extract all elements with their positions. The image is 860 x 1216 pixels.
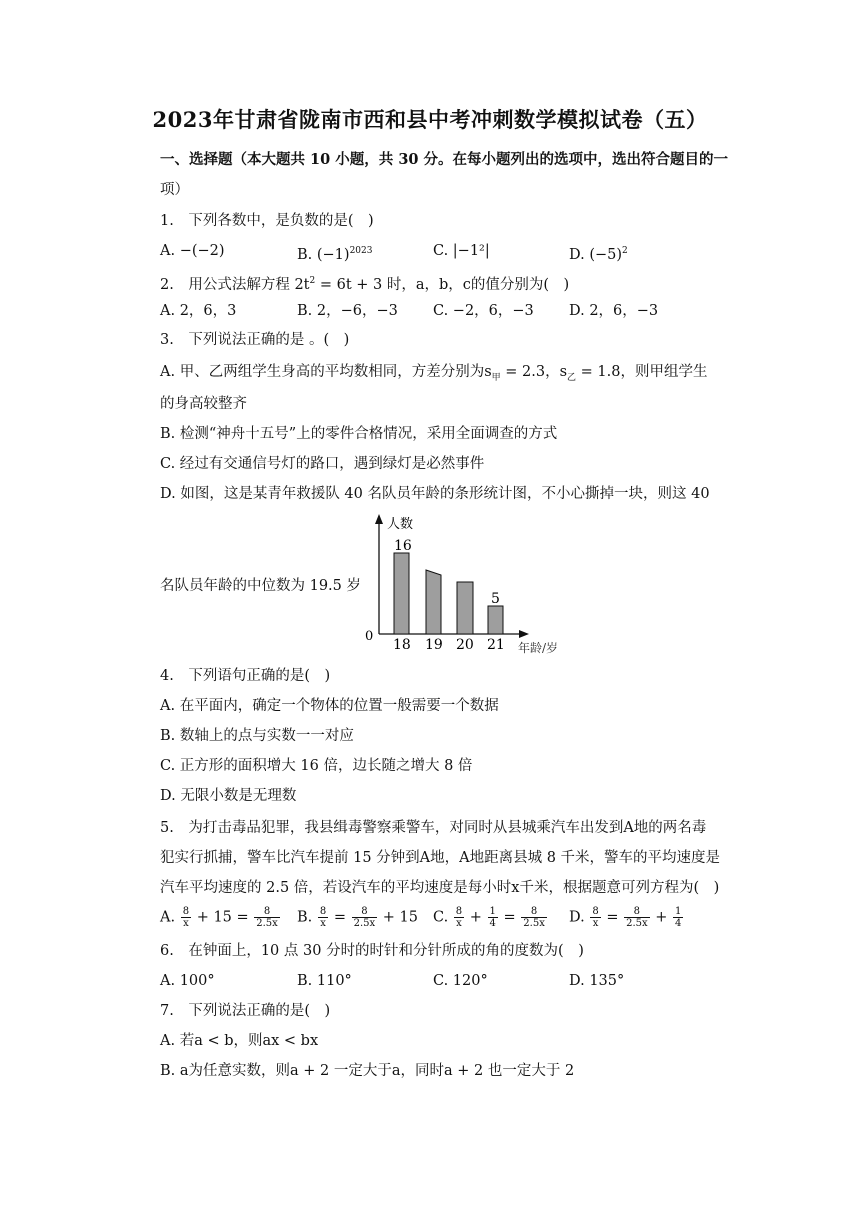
question-4-stem: 4. 下列语句正确的是( ) [160, 668, 331, 684]
page-title: 2023年甘肃省陇南市西和县中考冲刺数学模拟试卷（五） [152, 107, 708, 132]
tick-label-20: 20 [456, 637, 474, 653]
tick-label-21: 21 [487, 637, 505, 653]
q4-option-a: A. 在平面内，确定一个物体的位置一般需要一个数据 [160, 698, 499, 714]
bar-19-torn [426, 570, 441, 634]
question-3-stem: 3. 下列说法正确的是 。( ) [160, 332, 350, 348]
q2-option-c: C. −2，6，−3 [433, 303, 534, 319]
section-heading-line1: 一、选择题（本大题共 10 小题，共 30 分。在每小题列出的选项中，选出符合题目的一 [160, 151, 729, 168]
q5-option-b: B. $\frac{8}{x}$ = $\frac{8}{2.5x}$ + 15 [297, 906, 418, 929]
age-bar-chart [355, 512, 595, 657]
q3-option-a-line2: 的身高较整齐 [160, 396, 247, 412]
y-axis-arrow [375, 514, 383, 524]
bar-21 [488, 606, 503, 634]
q3-option-d-line1: D. 如图，这是某青年救援队 40 名队员年龄的条形统计图，不小心撕掉一块，则这 40 [160, 486, 710, 502]
y-axis-label: 人数 [387, 517, 414, 532]
q3-option-b: B. 检测“神舟十五号”上的零件合格情况，采用全面调查的方式 [160, 426, 558, 442]
q4-option-b: B. 数轴上的点与实数一一对应 [160, 728, 354, 744]
question-7-stem: 7. 下列说法正确的是( ) [160, 1003, 331, 1019]
q7-option-a: A. 若a < b，则ax < bx [160, 1033, 319, 1049]
q1-option-d: D. $(-5)^2$ [569, 246, 628, 263]
bar-18 [394, 553, 409, 634]
section-heading-line2: 项） [160, 182, 189, 198]
q5-option-d: D. $\frac{8}{x}$ = $\frac{8}{2.5x}$ + $\frac{1}{4}$ [569, 906, 682, 929]
q4-option-c: C. 正方形的面积增大 16 倍，边长随之增大 8 倍 [160, 758, 473, 774]
q4-option-d: D. 无限小数是无理数 [160, 788, 297, 804]
q3-option-a-line1: A. 甲、乙两组学生身高的平均数相同，方差分别为$s_甲 = 2.3$，$s_乙 = 1.8$，则甲组学生 [160, 364, 708, 383]
tick-label-19: 19 [425, 637, 443, 653]
q6-option-a: A. 100° [160, 973, 215, 989]
q1-option-a: A. −(−2) [160, 243, 225, 259]
q3-option-c: C. 经过有交通信号灯的路口，遇到绿灯是必然事件 [160, 456, 485, 472]
q6-option-d: D. 135° [569, 973, 625, 989]
bar-20-torn [457, 582, 473, 634]
q3-option-d-line2: 名队员年龄的中位数为 19.5 岁 [160, 578, 362, 594]
question-5-line1: 5. 为打击毒品犯罪，我县缉毒警察乘警车，对同时从县城乘汽车出发到A地的两名毒 [160, 820, 707, 836]
q1-option-b: B. $(-1)^{2023}$ [297, 246, 373, 263]
q7-option-b: B. a为任意实数，则a + 2 一定大于a，同时a + 2 也一定大于 2 [160, 1063, 575, 1079]
question-5-line2: 犯实行抓捕，警车比汽车提前 15 分钟到A地，A地距离县城 8 千米，警车的平均速度是 [160, 850, 721, 866]
q6-option-b: B. 110° [297, 973, 352, 989]
question-2-stem: 2. 用公式法解方程 $2t^2 = 6t + 3$ 时，a，b，c的值分别为( ) [160, 276, 570, 293]
question-6-stem: 6. 在钟面上，10 点 30 分时的时针和分针所成的角的度数为( ) [160, 943, 584, 959]
tick-label-18: 18 [393, 637, 411, 653]
data-label-18: 16 [394, 538, 412, 554]
data-label-21: 5 [491, 591, 500, 607]
question-1-stem: 1. 下列各数中，是负数的是( ) [160, 213, 374, 229]
q6-option-c: C. 120° [433, 973, 488, 989]
q2-option-b: B. 2，−6，−3 [297, 303, 398, 319]
origin-label: 0 [365, 629, 374, 644]
q5-option-a: A. $\frac{8}{x}$ + 15 = $\frac{8}{2.5x}$ [160, 906, 278, 929]
question-5-line3: 汽车平均速度的 2.5 倍，若设汽车的平均速度是每小时x千米，根据题意可列方程为( ) [160, 880, 720, 896]
q2-option-d: D. 2，6，−3 [569, 303, 659, 319]
x-axis-label: 年龄/岁 [518, 641, 559, 655]
q1-option-c: C. |−1²| [433, 243, 490, 259]
x-axis-arrow [519, 630, 529, 638]
q2-option-a: A. 2，6，3 [160, 303, 237, 319]
q5-option-c: C. $\frac{8}{x}$ + $\frac{1}{4}$ = $\frac{8}{2.5x}$ [433, 906, 545, 929]
